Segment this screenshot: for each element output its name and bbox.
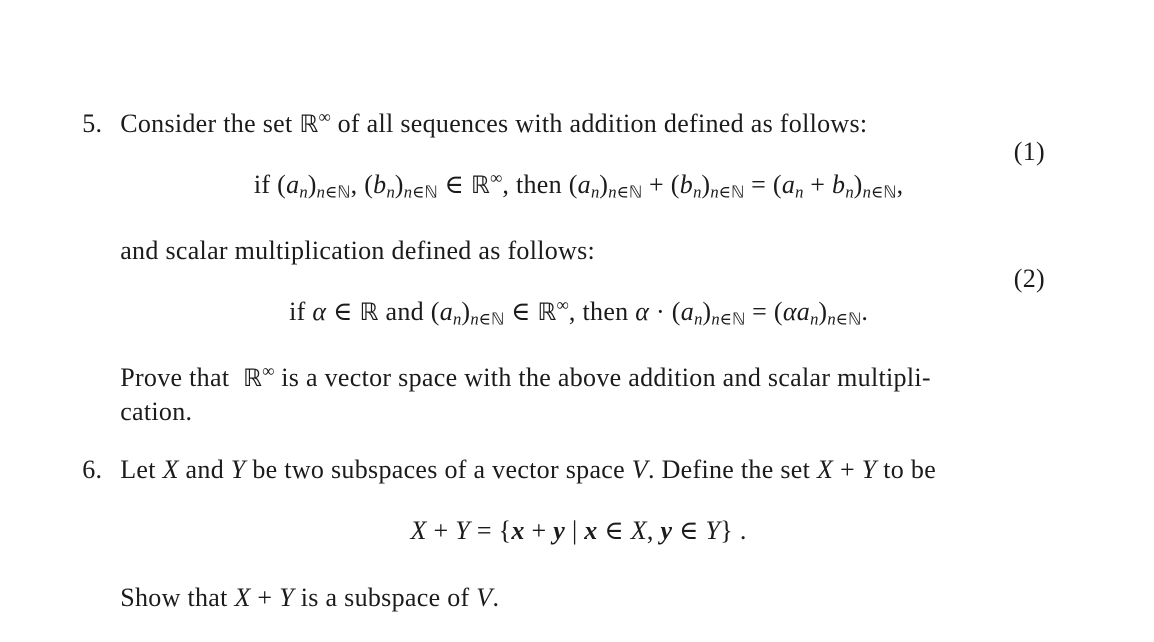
math-run: X xyxy=(630,516,647,545)
math-run: V xyxy=(631,455,648,484)
math-run: , xyxy=(646,516,661,545)
math-run: a xyxy=(680,297,695,326)
math-run: ℕ xyxy=(730,182,745,202)
math-run: n xyxy=(453,309,462,329)
problem-5-intro-text xyxy=(120,109,867,138)
math-run: and ( xyxy=(378,297,440,326)
math-run: n xyxy=(470,309,479,329)
math-run: X xyxy=(234,583,251,612)
math-run: y xyxy=(660,516,673,545)
math-run: ) xyxy=(461,297,471,326)
math-run: ∈ xyxy=(672,516,706,545)
math-run: ∈ xyxy=(324,182,338,202)
problem-5-scalar-text xyxy=(120,236,595,265)
math-run: Consider the set xyxy=(120,109,300,138)
math-run: X xyxy=(410,516,427,545)
math-run: X xyxy=(816,455,834,484)
math-run: ℝ xyxy=(242,364,263,392)
math-run: ℕ xyxy=(337,182,351,202)
problem-6-show-text xyxy=(120,583,499,612)
math-run: ∈ xyxy=(412,182,425,202)
math-run: , xyxy=(896,170,904,199)
math-run: ℕ xyxy=(628,182,643,202)
math-run: a xyxy=(439,297,454,326)
math-run: , then ( xyxy=(502,170,578,199)
math-run: cation. xyxy=(120,397,193,426)
math-run: n xyxy=(795,182,804,202)
equation-2-number: (2) xyxy=(1013,264,1045,293)
math-run: ) xyxy=(701,170,711,199)
math-run: ∞ xyxy=(318,107,331,127)
math-run: ℝ xyxy=(359,298,379,326)
math-run: n xyxy=(403,182,413,202)
math-run: ℝ xyxy=(470,171,491,199)
math-run: X xyxy=(162,455,179,484)
problem-5-prove-line-1 xyxy=(93,328,931,428)
math-run: of all sequences with addition defined as follows: xyxy=(330,109,868,138)
math-run: Y xyxy=(705,516,721,545)
equation-sum-set-body xyxy=(411,516,747,545)
math-run: Y xyxy=(455,516,471,545)
math-run: ℕ xyxy=(424,182,438,202)
math-run: α xyxy=(635,297,650,326)
math-run: n xyxy=(827,309,836,329)
math-run: if ( xyxy=(253,170,287,199)
math-run: n xyxy=(862,182,871,202)
math-run: n xyxy=(299,182,308,202)
math-run: ∈ xyxy=(437,170,471,199)
math-run: ℕ xyxy=(731,309,746,329)
math-run: ∈ xyxy=(478,309,491,329)
math-run: ∈ xyxy=(326,297,360,326)
math-run: + xyxy=(833,455,862,484)
problem-6-intro-text xyxy=(120,455,936,484)
math-run: Y xyxy=(279,583,294,612)
math-run: y xyxy=(553,516,566,545)
math-run: ∞ xyxy=(490,168,503,188)
math-run: ∈ xyxy=(504,297,538,326)
math-run: ℕ xyxy=(490,309,505,329)
equation-1-number: (1) xyxy=(1013,137,1045,166)
math-run: n xyxy=(386,182,395,202)
math-run: Y xyxy=(230,455,246,484)
math-run: ) xyxy=(818,297,828,326)
math-run: + xyxy=(426,516,456,545)
math-run: . xyxy=(861,297,869,326)
math-run: x xyxy=(584,516,598,545)
problem-6-show-line xyxy=(93,548,499,642)
math-run: to be xyxy=(876,455,937,484)
math-run: ∈ xyxy=(718,182,731,202)
math-run: · ( xyxy=(649,297,681,326)
math-run: n xyxy=(316,182,325,202)
math-run: if xyxy=(289,297,313,326)
math-run: ) xyxy=(394,170,404,199)
math-run: αa xyxy=(782,297,811,326)
math-run: ) xyxy=(307,170,317,199)
math-run: x xyxy=(511,516,525,545)
math-run: ℕ xyxy=(883,182,897,202)
equation-1-body xyxy=(253,168,904,202)
math-run: | xyxy=(565,516,585,545)
math-run: be two subspaces of a vector space xyxy=(245,455,632,484)
math-run: ∈ xyxy=(870,182,884,202)
math-run: ∞ xyxy=(556,295,569,315)
math-run: a xyxy=(577,170,591,199)
math-run: ℝ xyxy=(299,110,319,138)
math-run: + ( xyxy=(642,170,680,199)
math-run: a xyxy=(781,170,796,199)
math-run: ) xyxy=(599,170,609,199)
math-run: and xyxy=(178,455,231,484)
math-run: , then xyxy=(568,297,636,326)
math-run: Show that xyxy=(120,583,235,612)
math-run: . xyxy=(492,583,500,612)
math-run: n xyxy=(608,182,617,202)
math-run: = ( xyxy=(744,170,782,199)
math-run: b xyxy=(373,170,387,199)
problem-5-number: 5. xyxy=(82,109,103,138)
math-run: n xyxy=(590,182,600,202)
equation-2-body xyxy=(289,295,869,329)
math-run: a xyxy=(286,170,300,199)
problem-5-prove-text-1 xyxy=(120,363,931,392)
math-run: ∈ xyxy=(616,182,629,202)
math-run: α xyxy=(312,297,327,326)
math-run: = ( xyxy=(745,297,783,326)
math-run: n xyxy=(711,309,720,329)
math-run: ∈ xyxy=(835,309,848,329)
math-run: ℝ xyxy=(537,298,557,326)
math-run: } . xyxy=(720,516,747,545)
math-run: and scalar multiplication defined as follows: xyxy=(120,236,596,265)
math-run: + xyxy=(803,170,833,199)
math-run: + xyxy=(250,583,280,612)
math-run: Y xyxy=(861,455,877,484)
math-run: n xyxy=(694,309,703,329)
math-run: ∈ xyxy=(719,309,732,329)
math-run: n xyxy=(810,309,819,329)
math-run: V xyxy=(476,583,493,612)
math-run: ∈ xyxy=(597,516,631,545)
math-run: is a vector space with the above addition and scalar multipli- xyxy=(274,363,931,392)
math-run: b xyxy=(679,170,694,199)
math-run: ∞ xyxy=(262,361,275,381)
math-run: is a subspace of xyxy=(293,583,477,612)
math-run: + xyxy=(524,516,554,545)
math-run: b xyxy=(832,170,846,199)
math-run: Prove that xyxy=(120,363,243,392)
problem-6-number: 6. xyxy=(82,455,103,484)
math-run: . Define the set xyxy=(647,455,817,484)
math-run: Let xyxy=(120,455,163,484)
math-run: = { xyxy=(470,516,512,545)
math-run: n xyxy=(710,182,719,202)
math-run: ℕ xyxy=(847,309,862,329)
math-run: n xyxy=(693,182,702,202)
math-run: , ( xyxy=(350,170,374,199)
math-run: n xyxy=(845,182,854,202)
math-run: ) xyxy=(702,297,712,326)
math-run: ) xyxy=(853,170,863,199)
